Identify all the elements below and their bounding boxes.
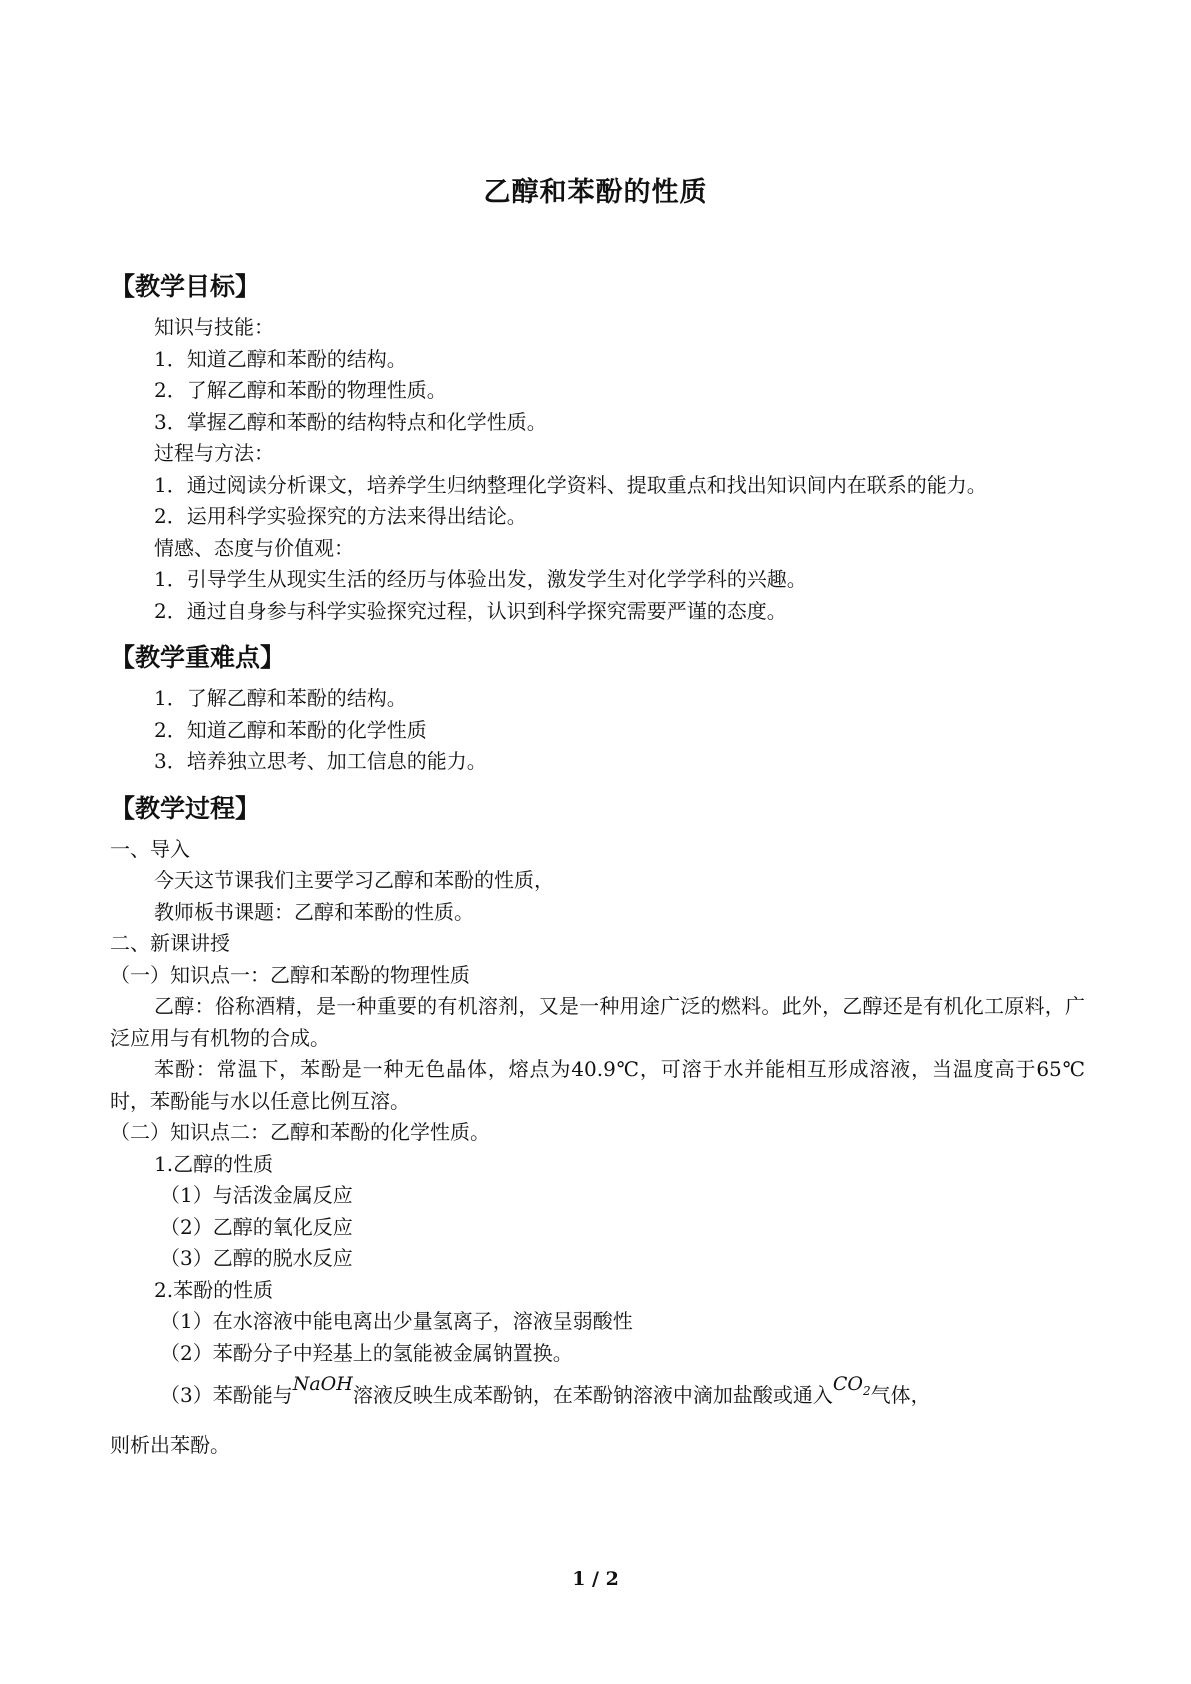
phenol-property-item: （1）在水溶液中能电离出少量氢离子，溶液呈弱酸性 [160, 1309, 633, 1333]
emotion-label: 情感、态度与价值观： [154, 535, 354, 560]
phenol-properties-label: 2.苯酚的性质 [154, 1277, 274, 1302]
knowledge-item: 3．掌握乙醇和苯酚的结构特点和化学性质。 [154, 409, 547, 434]
heading-objectives: 【教学目标】 [110, 272, 261, 301]
naoh-formula: NaOH [292, 1373, 353, 1395]
phenol-property-continuation: 则析出苯酚。 [110, 1433, 230, 1457]
ethanol-properties-label: 1.乙醇的性质 [154, 1151, 274, 1176]
temperature-value: 65℃ [1036, 1057, 1086, 1081]
heading-key-points: 【教学重难点】 [110, 643, 286, 672]
knowledge-label: 知识与技能： [154, 315, 274, 339]
intro-line: 教师板书课题：乙醇和苯酚的性质。 [154, 899, 474, 924]
process-method-item: 2．运用科学实验探究的方法来得出结论。 [154, 504, 527, 528]
ethanol-property-item: （3）乙醇的脱水反应 [160, 1246, 353, 1270]
process-method-label: 过程与方法： [154, 441, 274, 465]
page-title: 乙醇和苯酚的性质 [483, 177, 708, 208]
document-body [110, 270, 1085, 1465]
intro-label: 一、导入 [110, 836, 190, 861]
phenol-property-item: （3）苯酚能与NaOH溶液反映生成苯酚钠，在苯酚钠溶液中滴加盐酸或通入$CO_2$气体， [160, 1373, 931, 1407]
emotion-item: 1．引导学生从现实生活的经历与体验出发，激发学生对化学学科的兴趣。 [154, 567, 807, 591]
ethanol-paragraph: 乙醇：俗称酒精，是一种重要的有机溶剂，又是一种用途广泛的燃料。此外，乙醇还是有机化工原料，广泛应用与有机物的合成。 [110, 994, 1085, 1050]
key-point-item: 2．知道乙醇和苯酚的化学性质 [154, 717, 427, 742]
knowledge-point-1-label: （一）知识点一：乙醇和苯酚的物理性质 [110, 962, 470, 987]
melting-point-value: 40.9℃ [571, 1057, 640, 1081]
knowledge-point-2-label: （二）知识点二：乙醇和苯酚的化学性质。 [110, 1120, 490, 1144]
emotion-item: 2．通过自身参与科学实验探究过程，认识到科学探究需要严谨的态度。 [154, 598, 787, 623]
process-method-item: 1．通过阅读分析课文，培养学生归纳整理化学资料、提取重点和找出知识间内在联系的能力。 [154, 472, 987, 497]
knowledge-item: 2．了解乙醇和苯酚的物理性质。 [154, 378, 447, 402]
new-lesson-label: 二、新课讲授 [110, 931, 230, 955]
phenol-paragraph: 苯酚：常温下，苯酚是一种无色晶体，熔点为40.9℃，可溶于水并能相互形成溶液，当温度高于65℃时，苯酚能与水以任意比例互溶。 [110, 1057, 1086, 1113]
key-point-item: 3．培养独立思考、加工信息的能力。 [154, 749, 487, 773]
knowledge-item: 1．知道乙醇和苯酚的结构。 [154, 346, 407, 371]
page-number: 1 / 2 [572, 1568, 619, 1590]
phenol-property-item: （2）苯酚分子中羟基上的氢能被金属钠置换。 [160, 1340, 573, 1365]
co2-formula: $CO_2$ [832, 1373, 871, 1398]
heading-teaching-process: 【教学过程】 [110, 793, 261, 823]
key-point-item: 1．了解乙醇和苯酚的结构。 [154, 686, 407, 710]
ethanol-property-item: （1）与活泼金属反应 [160, 1183, 353, 1207]
ethanol-property-item: （2）乙醇的氧化反应 [160, 1214, 353, 1239]
intro-line: 今天这节课我们主要学习乙醇和苯酚的性质， [154, 868, 554, 892]
